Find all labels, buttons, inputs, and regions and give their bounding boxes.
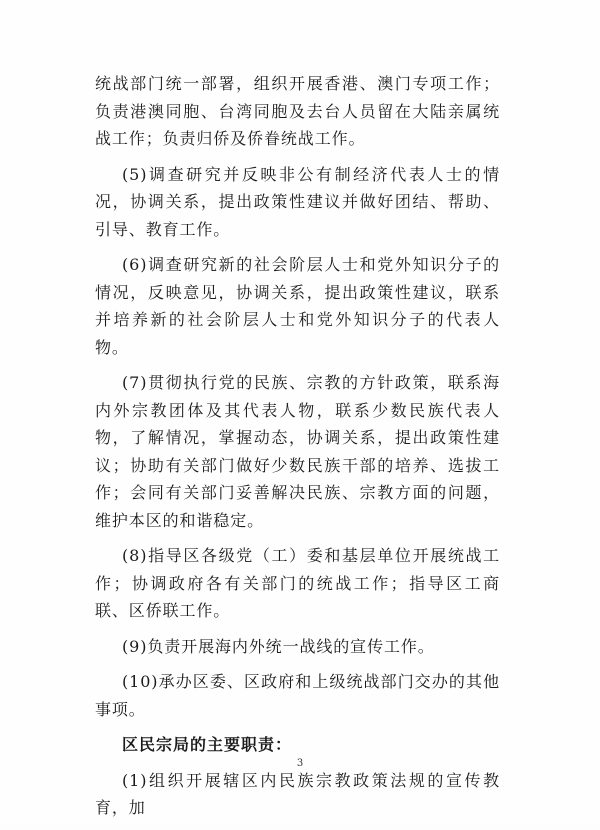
paragraph-item-8: (8)指导区各级党（工）委和基层单位开展统战工作；协调政府各有关部门的统战工作；指导区工商联、区侨联工作。 — [95, 546, 500, 620]
paragraph-item-9: (9)负责开展海内外统一战线的宣传工作。 — [122, 636, 435, 656]
paragraph-item-10: (10)承办区委、区政府和上级统战部门交办的其他事项。 — [95, 672, 500, 719]
paragraph-item-7: (7)贯彻执行党的民族、宗教的方针政策，联系海内外宗教团体及其代表人物，联系少数民族代表人物，了解情况，掌握动态，协调关系，提出政策性建议；协助有关部门做好少数民族干部的培养、选拔工作；会同有关部门妥善解决民族、宗教方面的问题，维护本区的和谐稳定。 — [95, 373, 500, 530]
body-text — [95, 70, 500, 830]
paragraph-item-6: (6)调查研究新的社会阶层人士和党外知识分子的情况，反映意见，协调关系，提出政策性建议，联系并培养新的社会阶层人士和党外知识分子的代表人物。 — [95, 255, 500, 357]
paragraph-final: (1)组织开展辖区内民族宗教政策法规的宣传教育，加 — [95, 770, 500, 817]
page-number: 3 — [296, 758, 304, 769]
paragraph-item-5: (5)调查研究并反映非公有制经济代表人士的情况，协调关系，提出政策性建议并做好团结、帮助、引导、教育工作。 — [95, 164, 500, 239]
section-heading: 区民宗局的主要职责： — [122, 735, 293, 754]
paragraph-continuation: 统战部门统一部署，组织开展香港、澳门专项工作；负责港澳同胞、台湾同胞及去台人员留在大陆亲属统战工作；负责归侨及侨眷统战工作。 — [95, 74, 500, 148]
